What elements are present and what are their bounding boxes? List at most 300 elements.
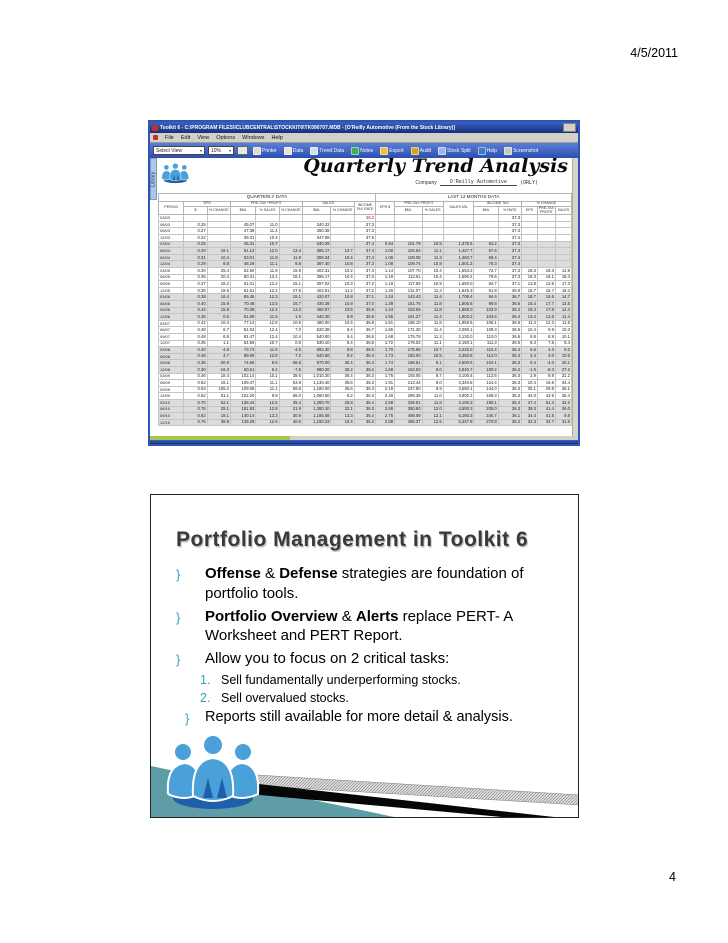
cell: 39.31 bbox=[230, 235, 255, 242]
cell: 11.1 bbox=[256, 261, 279, 268]
cell: 10.4 bbox=[256, 235, 279, 242]
cell: 1.65 bbox=[376, 327, 395, 334]
cell: 4.0 bbox=[537, 353, 555, 360]
cell: 79.6 bbox=[474, 274, 498, 281]
cell: -8.3 bbox=[537, 366, 555, 373]
toolbar-button-label: Screenshot bbox=[512, 147, 539, 154]
cell: 36.4 bbox=[354, 353, 375, 360]
cell: 13.5 bbox=[256, 301, 279, 308]
cell: 36.3 bbox=[498, 386, 521, 393]
cell: 0.38 bbox=[184, 294, 207, 301]
toolbar-button-export[interactable] bbox=[378, 145, 405, 156]
cell bbox=[522, 235, 538, 242]
sub-bullet-text: Sell overvalued stocks. bbox=[221, 691, 349, 706]
cell: 6.2 bbox=[256, 366, 279, 373]
cell: 107.70 bbox=[395, 268, 423, 275]
table-row bbox=[159, 340, 572, 347]
cell: 164.63 bbox=[395, 366, 423, 373]
cell: 36.3 bbox=[498, 380, 521, 387]
cell: 0.25 bbox=[184, 221, 207, 228]
cell: 43.9 bbox=[537, 393, 555, 400]
cell: 0.4 bbox=[522, 360, 538, 367]
cell: 68.0 bbox=[279, 393, 302, 400]
sub-bullet-item bbox=[196, 690, 564, 706]
cell: 1.74 bbox=[376, 360, 395, 367]
cell: 3,580.1 bbox=[443, 386, 474, 393]
cell: 89.08 bbox=[230, 353, 255, 360]
cell: 395.17 bbox=[302, 274, 331, 281]
col-sales: SALES bbox=[302, 202, 354, 207]
cell: 1,280.70 bbox=[302, 399, 331, 406]
cell: 103.9 bbox=[474, 307, 498, 314]
cell: 37.4 bbox=[354, 248, 375, 255]
library-tab[interactable]: Library bbox=[150, 158, 157, 200]
table-row bbox=[159, 360, 572, 367]
cell bbox=[443, 215, 474, 222]
cell: 17.3 bbox=[555, 281, 571, 288]
cell: 289.38 bbox=[395, 393, 423, 400]
cell: 2,600.6 bbox=[443, 360, 474, 367]
cell: 48.29 bbox=[230, 261, 255, 268]
cell: 0.94 bbox=[376, 241, 395, 248]
cell: 37.1 bbox=[498, 281, 521, 288]
cell bbox=[331, 235, 354, 242]
table-row bbox=[159, 386, 572, 393]
toolbar-button-data[interactable] bbox=[282, 145, 306, 156]
cell: 2,233.0 bbox=[443, 347, 474, 354]
cell: 480.00 bbox=[302, 320, 331, 327]
bullet-marker: } bbox=[176, 652, 181, 668]
cell: 30.6 bbox=[279, 413, 302, 420]
cell: 34.7 bbox=[537, 419, 555, 426]
cell bbox=[522, 248, 538, 255]
cell bbox=[555, 261, 571, 268]
cell: 11.1 bbox=[256, 386, 279, 393]
cell: 270.8 bbox=[474, 419, 498, 426]
cell: 12.6 bbox=[422, 419, 443, 426]
cell bbox=[474, 215, 498, 222]
cell: 84.7 bbox=[474, 281, 498, 288]
toolbar-button-notes[interactable] bbox=[349, 145, 375, 156]
cell: 6.8 bbox=[207, 333, 230, 340]
table-row bbox=[159, 274, 572, 281]
cell: 2.75 bbox=[376, 413, 395, 420]
cell: 91.8 bbox=[474, 287, 498, 294]
cell: 36.3 bbox=[354, 393, 375, 400]
cell: 14.7 bbox=[555, 294, 571, 301]
cell: 36.4 bbox=[498, 314, 521, 321]
cell: 36.2 bbox=[498, 419, 521, 426]
cell bbox=[207, 215, 230, 222]
cell: 15.7 bbox=[537, 287, 555, 294]
toolbar-button-label: Data bbox=[292, 147, 304, 154]
stock-split-icon bbox=[438, 147, 446, 155]
period-cell: 12/03 bbox=[159, 235, 184, 242]
table-row bbox=[159, 353, 572, 360]
cell: 168.3 bbox=[474, 393, 498, 400]
cell: 1,150.33 bbox=[302, 419, 331, 426]
cell bbox=[443, 228, 474, 235]
cell bbox=[207, 241, 230, 248]
toolbar-button-stock-split[interactable] bbox=[436, 145, 473, 156]
period-cell: 06/09 bbox=[159, 380, 184, 387]
horizontal-scrollbar[interactable] bbox=[150, 436, 578, 440]
cell: 1.08 bbox=[376, 261, 395, 268]
col-eps12: EPS $ bbox=[376, 202, 395, 215]
period-cell: 03/04 bbox=[159, 241, 184, 248]
cell: 7.2 bbox=[279, 353, 302, 360]
cell: 110.0 bbox=[474, 333, 498, 340]
cell: 0.36 bbox=[184, 360, 207, 367]
cell: 9.3 bbox=[555, 347, 571, 354]
toolbar-button-trend-data[interactable] bbox=[308, 145, 346, 156]
cell: 247.80 bbox=[395, 386, 423, 393]
cell: 37.3 bbox=[354, 268, 375, 275]
cell: 70.3 bbox=[474, 261, 498, 268]
cell: 81.04 bbox=[230, 327, 255, 334]
cell bbox=[376, 235, 395, 242]
cell: 9.8 bbox=[279, 261, 302, 268]
cell bbox=[395, 235, 423, 242]
cell: 11.1 bbox=[422, 340, 443, 347]
period-cell: 09/10 bbox=[159, 413, 184, 420]
table-row bbox=[159, 215, 572, 222]
menu-item-file[interactable]: File bbox=[165, 134, 174, 141]
toolbar-button-label: Trend Data bbox=[319, 147, 345, 154]
cell bbox=[537, 261, 555, 268]
cell: 36.5 bbox=[498, 333, 521, 340]
cell: 11.1 bbox=[422, 248, 443, 255]
cell: 111.3 bbox=[474, 340, 498, 347]
cell: 1,590.2 bbox=[443, 274, 474, 281]
window-controls[interactable] bbox=[563, 123, 576, 132]
report-page bbox=[158, 158, 572, 436]
cell: 45.31 bbox=[230, 241, 255, 248]
cell bbox=[522, 215, 538, 222]
cell: 36.3 bbox=[354, 380, 375, 387]
cell: -36.8 bbox=[279, 360, 302, 367]
cell: 10.5 bbox=[331, 307, 354, 314]
cell: -1.6 bbox=[522, 366, 538, 373]
cell: 420.07 bbox=[302, 294, 331, 301]
cell: 9.9 bbox=[256, 393, 279, 400]
cell: 18.4 bbox=[207, 373, 230, 380]
cell: 73.73 bbox=[230, 347, 255, 354]
cell: 37.2 bbox=[354, 287, 375, 294]
cell: 18.3 bbox=[522, 268, 538, 275]
cell: 109.74 bbox=[395, 261, 423, 268]
sub-bullet-number: 1. bbox=[200, 672, 211, 687]
period-cell: 09/09 bbox=[159, 386, 184, 393]
cell: 40.6 bbox=[279, 419, 302, 426]
period-cell: 03/06 bbox=[159, 294, 184, 301]
cell: 77.14 bbox=[230, 320, 255, 327]
cell: 0.35 bbox=[184, 274, 207, 281]
cell bbox=[537, 221, 555, 228]
menu-item-view[interactable]: View bbox=[197, 134, 210, 141]
cell bbox=[522, 254, 538, 261]
cell: 36.9 bbox=[354, 307, 375, 314]
toolbar-button-help[interactable] bbox=[476, 145, 499, 156]
cell: 10.4 bbox=[331, 274, 354, 281]
toolbar-button-audit[interactable] bbox=[409, 145, 433, 156]
cell: 38.6 bbox=[279, 373, 302, 380]
cell: 21.9 bbox=[279, 406, 302, 413]
cell: -4.5 bbox=[279, 347, 302, 354]
bullet-item bbox=[176, 564, 564, 604]
cell: 4.7 bbox=[207, 353, 230, 360]
cell: 1,903.2 bbox=[443, 314, 474, 321]
cell: 26.0 bbox=[555, 406, 571, 413]
zoom-combo[interactable] bbox=[208, 146, 234, 155]
cell: 19.5 bbox=[207, 287, 230, 294]
cell: 980.20 bbox=[302, 366, 331, 373]
cell: 37.5 bbox=[354, 235, 375, 242]
cell: 36.6 bbox=[354, 333, 375, 340]
cell bbox=[395, 228, 423, 235]
cell bbox=[555, 235, 571, 242]
cell: 11.3 bbox=[422, 287, 443, 294]
toolbar-button-printer[interactable] bbox=[251, 145, 279, 156]
cell: 1.26 bbox=[376, 287, 395, 294]
table-row bbox=[159, 314, 572, 321]
cell: 70.38 bbox=[230, 307, 255, 314]
group-quarterly: QUARTERLY DATA bbox=[159, 194, 376, 202]
people-logo-icon bbox=[168, 735, 258, 809]
cell: 10.9 bbox=[422, 261, 443, 268]
cell: 0.52 bbox=[184, 393, 207, 400]
cell: 1.1 bbox=[207, 340, 230, 347]
cell: 12.1 bbox=[422, 413, 443, 420]
cell: 0.35 bbox=[184, 340, 207, 347]
cell: 38.3 bbox=[354, 215, 375, 222]
cell: 11.8 bbox=[422, 301, 443, 308]
table-group-header bbox=[159, 194, 572, 202]
page-number: 4 bbox=[669, 870, 676, 884]
cell: 1,650.0 bbox=[443, 281, 474, 288]
cell: 36.4 bbox=[498, 399, 521, 406]
cell: 19.4 bbox=[522, 307, 538, 314]
cell: 1,010.30 bbox=[302, 373, 331, 380]
bullet-item bbox=[176, 649, 564, 669]
period-cell: 09/06 bbox=[159, 307, 184, 314]
cell: 72.7 bbox=[474, 268, 498, 275]
cell: 36.1 bbox=[498, 413, 521, 420]
table-subheader-row: $ % CHANGE $ML % SALES % CHANGE $ML % CHANGE $ML % SALES $ML % RATE EPS PRE-TAX PROFIT SALES bbox=[159, 206, 572, 215]
cell: 70.48 bbox=[230, 301, 255, 308]
cell: 9.8 bbox=[555, 413, 571, 420]
cell bbox=[279, 228, 302, 235]
cell: 10.7 bbox=[256, 340, 279, 347]
cell: 37.3 bbox=[498, 274, 521, 281]
cell: 151.93 bbox=[230, 406, 255, 413]
period-cell: 09/04 bbox=[159, 254, 184, 261]
menu-bar-wrap bbox=[150, 133, 578, 143]
cell: 0.63 bbox=[184, 386, 207, 393]
cell: 15.8 bbox=[207, 307, 230, 314]
cell: 385.17 bbox=[302, 248, 331, 255]
cell: 37.3 bbox=[354, 274, 375, 281]
cell: 36.3 bbox=[498, 373, 521, 380]
cell: 5.6 bbox=[522, 347, 538, 354]
cell: 36.2 bbox=[354, 366, 375, 373]
cell: 47.4 bbox=[522, 399, 538, 406]
cell: 11.5 bbox=[256, 314, 279, 321]
cell: 30.4 bbox=[331, 360, 354, 367]
cell: 12.3 bbox=[256, 294, 279, 301]
cell: 387.40 bbox=[302, 261, 331, 268]
cell: 45.07 bbox=[230, 221, 255, 228]
cell: 31.6 bbox=[555, 419, 571, 426]
cell: 16.4 bbox=[331, 419, 354, 426]
cell: 5,180.3 bbox=[443, 413, 474, 420]
cell bbox=[184, 215, 207, 222]
cell: 144.0 bbox=[474, 386, 498, 393]
bullet-text: Allow you to focus on 2 critical tasks: bbox=[205, 650, 450, 668]
cell: 36.4 bbox=[354, 413, 375, 420]
cell: 36.3 bbox=[498, 393, 521, 400]
cell: 13.5 bbox=[555, 301, 571, 308]
table-row bbox=[159, 287, 572, 294]
cell: 32.3 bbox=[522, 419, 538, 426]
cell: 8.4 bbox=[331, 327, 354, 334]
cell: 11.4 bbox=[422, 294, 443, 301]
cell: 12.6 bbox=[256, 320, 279, 327]
cell: 61.08 bbox=[230, 314, 255, 321]
table-body bbox=[159, 215, 572, 426]
cell: 37.3 bbox=[498, 241, 521, 248]
period-cell: 03/03 bbox=[159, 215, 184, 222]
toolbar-button-screenshot[interactable] bbox=[502, 145, 540, 156]
cell: 10.3 bbox=[331, 281, 354, 288]
cell: 11.8 bbox=[422, 307, 443, 314]
cell: 183.00 bbox=[395, 353, 423, 360]
cell: 8.7 bbox=[422, 373, 443, 380]
cell: 11.3 bbox=[422, 254, 443, 261]
table-row bbox=[159, 399, 572, 406]
cell: 36.3 bbox=[354, 406, 375, 413]
cell bbox=[537, 215, 555, 222]
cell: 10.4 bbox=[331, 254, 354, 261]
cell: 12.2 bbox=[256, 281, 279, 288]
group-last12: LAST 12 MONTHS DATA bbox=[376, 194, 572, 202]
cell: 11.4 bbox=[422, 327, 443, 334]
cell bbox=[230, 215, 255, 222]
cell: 11.9 bbox=[256, 254, 279, 261]
cell: 2.66 bbox=[376, 406, 395, 413]
cell: 36.4 bbox=[354, 399, 375, 406]
cell bbox=[331, 221, 354, 228]
cell: 37.0 bbox=[354, 301, 375, 308]
cell: 143.43 bbox=[395, 294, 423, 301]
cell: 16.6 bbox=[537, 294, 555, 301]
cell bbox=[395, 221, 423, 228]
table-row bbox=[159, 320, 572, 327]
cell: 12.2 bbox=[256, 287, 279, 294]
cell: 37.4 bbox=[498, 248, 521, 255]
cell: 2,150.1 bbox=[443, 340, 474, 347]
cell: -16.3 bbox=[207, 366, 230, 373]
vertical-scrollbar[interactable] bbox=[572, 158, 578, 436]
cell: 168.61 bbox=[395, 360, 423, 367]
cell: 10.6 bbox=[555, 353, 571, 360]
cell bbox=[376, 215, 395, 222]
cell: 36.6 bbox=[498, 320, 521, 327]
cell: 12.3 bbox=[537, 320, 555, 327]
cell: 340.29 bbox=[302, 241, 331, 248]
cell bbox=[537, 241, 555, 248]
cell: 520.38 bbox=[302, 327, 331, 334]
cell: 402.61 bbox=[302, 287, 331, 294]
cell: 26.8 bbox=[331, 399, 354, 406]
cell: 10.7 bbox=[256, 241, 279, 248]
cell: 2,090.1 bbox=[443, 327, 474, 334]
cell: 13.3 bbox=[279, 307, 302, 314]
cell: 12.9 bbox=[555, 268, 571, 275]
cell: 36.5 bbox=[498, 340, 521, 347]
menu-item-edit[interactable]: Edit bbox=[180, 134, 191, 141]
cell: 5,347.8 bbox=[443, 419, 474, 426]
period-cell: 03/10 bbox=[159, 399, 184, 406]
cell: 102.14 bbox=[230, 373, 255, 380]
cell: 1,553.2 bbox=[443, 268, 474, 275]
cell: 3,100.4 bbox=[443, 373, 474, 380]
cell: 34.4 bbox=[522, 413, 538, 420]
printer-icon[interactable] bbox=[237, 146, 248, 155]
col-eps: EPS bbox=[184, 202, 231, 207]
scroll-thumb[interactable] bbox=[150, 436, 290, 440]
cell: 2.58 bbox=[376, 399, 395, 406]
cell: 4,100.3 bbox=[443, 399, 474, 406]
cell: 1,375.6 bbox=[443, 241, 474, 248]
cell: 11.9 bbox=[279, 254, 302, 261]
cell: 1.91 bbox=[376, 380, 395, 387]
cell: 584.30 bbox=[302, 347, 331, 354]
cell: 205.0 bbox=[474, 406, 498, 413]
cell: 36.5 bbox=[354, 347, 375, 354]
cell: 16.7 bbox=[522, 287, 538, 294]
menu-item-help[interactable]: Help bbox=[271, 134, 283, 141]
cell: 2,130.0 bbox=[443, 333, 474, 340]
cell: 16.1 bbox=[207, 380, 230, 387]
table-row bbox=[159, 235, 572, 242]
period-cell: 12/06 bbox=[159, 314, 184, 321]
cell: 12.6 bbox=[256, 399, 279, 406]
cell: 34.4 bbox=[555, 380, 571, 387]
cell: 18.1 bbox=[207, 413, 230, 420]
cell: 37.1 bbox=[354, 294, 375, 301]
cell bbox=[555, 221, 571, 228]
period-cell: 12/04 bbox=[159, 261, 184, 268]
cell: 105.2 bbox=[207, 386, 230, 393]
col-pretax-profit: PRE-TAX *PROFIT bbox=[230, 202, 302, 207]
cell: 18.2 bbox=[207, 281, 230, 288]
menu-item-options[interactable]: Options bbox=[216, 134, 236, 141]
cell: 15.1 bbox=[279, 281, 302, 288]
cell: 61.01 bbox=[230, 281, 255, 288]
toolbar-button-label: Notes bbox=[360, 147, 374, 154]
select-view-combo[interactable] bbox=[153, 146, 205, 155]
cell: 36.3 bbox=[498, 406, 521, 413]
sub-bullet-text: Sell fundamentally underperforming stocks. bbox=[221, 672, 461, 687]
menu-item-windows[interactable]: Windows bbox=[242, 134, 265, 141]
cell: 0.22 bbox=[184, 235, 207, 242]
cell: 36.9 bbox=[207, 419, 230, 426]
cell bbox=[422, 215, 443, 222]
cell: 13.3 bbox=[256, 413, 279, 420]
cell: 11.0 bbox=[256, 221, 279, 228]
table-row bbox=[159, 248, 572, 255]
